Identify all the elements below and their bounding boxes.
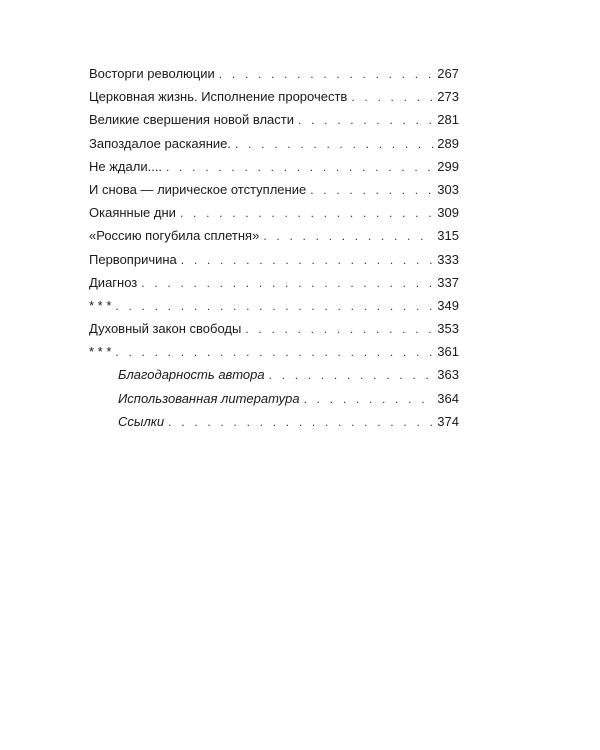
toc-entry [89,294,459,317]
toc-entry-page: 315 [437,228,459,244]
toc-entry [89,410,459,433]
toc-entry-page: 364 [437,390,459,406]
toc-entry-title: * * * [89,297,112,313]
toc-entry [89,248,459,271]
toc-entry-page: 333 [437,251,459,267]
toc-entry-title: Не ждали.... [89,158,163,174]
toc-entry-title: Окаянные дни [89,205,176,221]
dot-leader [304,388,435,411]
toc-entry-title: Ссылки [118,413,165,429]
toc-entry [89,62,459,85]
toc-entry-page: 303 [437,181,459,197]
toc-entry-page: 353 [437,321,459,337]
toc-entry [89,363,459,386]
dot-leader [168,411,434,434]
toc-entry-title: Духовный закон свободы [89,321,242,337]
toc-entry-title: Запоздалое раскаяние. [89,135,231,151]
toc-entry-title: Великие свершения новой власти [89,112,294,128]
dot-leader [141,272,434,295]
dot-leader [166,156,434,179]
toc-entry-page: 309 [437,205,459,221]
toc-entry [89,85,459,108]
dot-leader [245,318,434,341]
dot-leader [235,133,434,156]
toc-entry-title: Диагноз [89,274,138,290]
toc-entry-page: 273 [437,89,459,105]
toc-entry [89,155,459,178]
dot-leader [115,341,434,364]
toc-entry-title: Первопричина [89,251,177,267]
toc-entry-title: Церковная жизнь. Исполнение пророчеств [89,89,348,105]
dot-leader [180,202,434,225]
toc-entry-title: Восторги революции [89,66,215,81]
toc-entry [89,340,459,363]
dot-leader [298,109,434,132]
toc-entry-page: 289 [437,135,459,151]
toc-entry-page: 374 [437,413,459,429]
toc-entry [89,387,459,410]
toc-entry [89,132,459,155]
toc-entry [89,317,459,340]
toc-entry [89,224,459,247]
dot-leader [351,86,434,109]
toc-entry-title: Благодарность автора [118,367,265,383]
table-of-contents [89,62,459,433]
dot-leader [115,295,434,318]
dot-leader [269,364,435,387]
toc-entry [89,271,459,294]
toc-entry [89,201,459,224]
toc-entry-page: 361 [437,344,459,360]
toc-entry-title: И снова — лирическое отступление [89,181,307,197]
toc-entry [89,178,459,201]
dot-leader [181,249,435,272]
dot-leader [219,63,435,86]
toc-entry-page: 363 [437,367,459,383]
dot-leader [263,225,434,248]
toc-entry-title: * * * [89,344,112,360]
toc-entry-title: Использованная литература [118,390,300,406]
toc-entry-page: 337 [437,274,459,290]
toc-entry-title: «Россию погубила сплетня» [89,228,260,244]
toc-entry-page: 349 [437,297,459,313]
toc-entry [89,108,459,131]
toc-entry-page: 299 [437,158,459,174]
dot-leader [310,179,434,202]
toc-entry-page: 281 [437,112,459,128]
toc-entry-page: 267 [437,66,459,81]
